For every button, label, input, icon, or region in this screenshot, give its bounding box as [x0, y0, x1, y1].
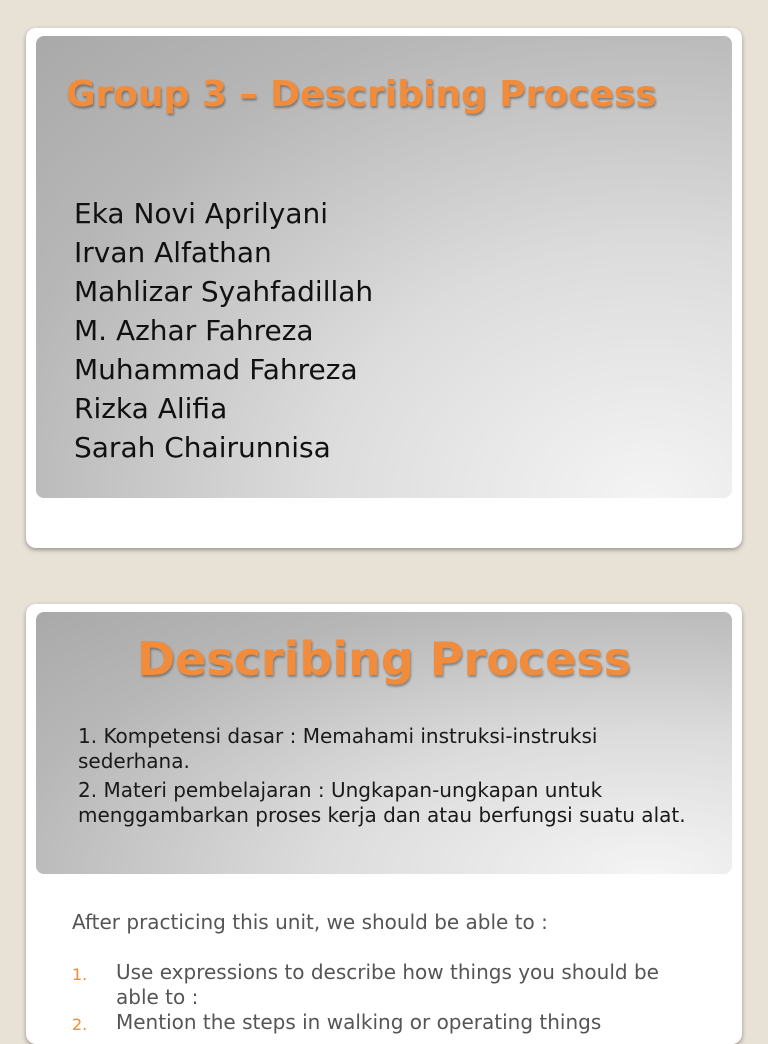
member-name: Rizka Alifia [74, 392, 228, 425]
objective-number: 1. [72, 965, 88, 984]
member-name: M. Azhar Fahreza [74, 314, 314, 347]
member-name: Eka Novi Aprilyani [74, 197, 329, 230]
slide-1-title-panel [36, 36, 732, 498]
objective-item [72, 960, 702, 1010]
competency-point: 2. Materi pembelajaran : Ungkapan-ungkapan untuk menggambarkan proses kerja dan atau berfungsi suatu alat. [78, 778, 686, 827]
member-list [74, 194, 373, 467]
objective-item [72, 1010, 702, 1035]
member-name: Muhammad Fahreza [74, 353, 358, 386]
member-name: Mahlizar Syahfadillah [74, 275, 374, 308]
slide-2-title-panel [36, 612, 732, 874]
slide-1 [26, 28, 742, 548]
slide-1-title: Group 3 – Describing Process [66, 74, 657, 115]
member-name: Irvan Alfathan [74, 236, 272, 269]
slide-2 [26, 604, 742, 1044]
objective-text: Use expressions to describe how things you should be able to : [116, 960, 659, 1009]
objectives-intro: After practicing this unit, we should be able to : [72, 910, 548, 934]
competency-point: 1. Kompetensi dasar : Memahami instruksi-instruksi sederhana. [78, 724, 598, 773]
objective-text: Mention the steps in walking or operating things [116, 1010, 602, 1034]
member-name: Sarah Chairunnisa [74, 431, 331, 464]
slide-2-title: Describing Process [136, 632, 632, 686]
competency-points [78, 724, 692, 832]
objective-number: 2. [72, 1015, 88, 1034]
